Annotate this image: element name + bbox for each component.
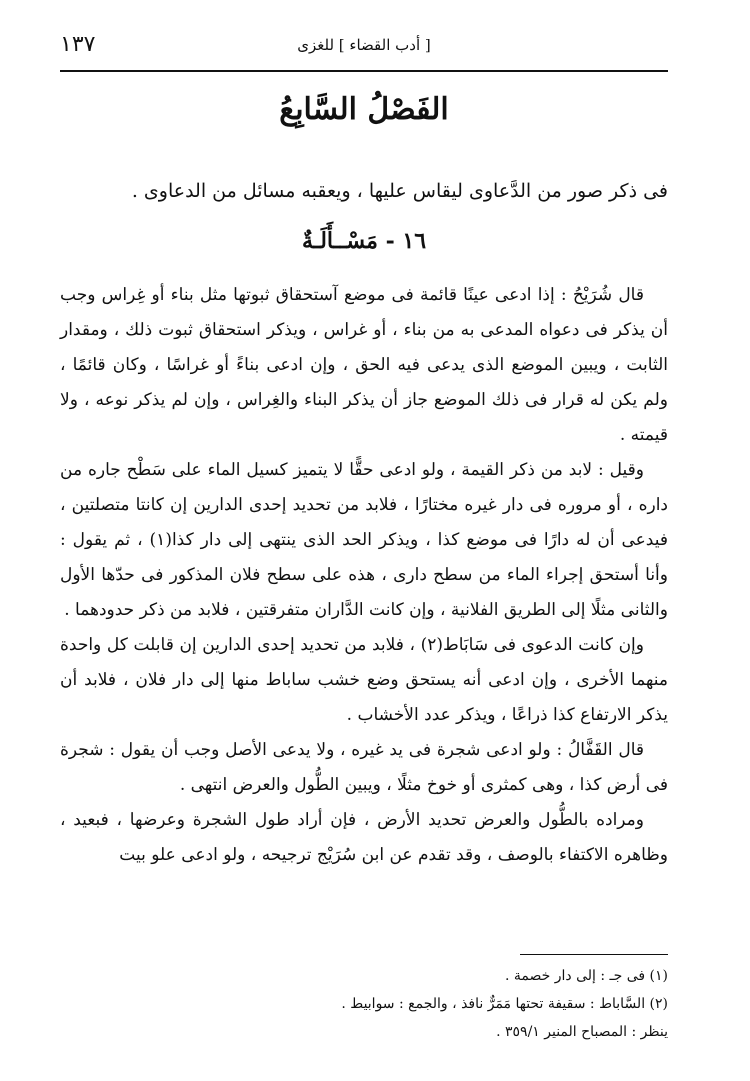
page-header (60, 32, 668, 60)
paragraph: وقيل : لابد من ذكر القيمة ، ولو ادعى حقًّا لا يتميز كسيل الماء على سَطْح جاره من داره ، أو مروره فى دار غيره مختارًا ، فلابد من تحديد إحدى الدارين إن كانتا متصلتين ، فيدعى أن له دارًا فى موضع كذا ، ويذكر الحد الذى ينتهى إلى دار كذا(١) ، ثم يقول : وأنا أستحق إجراء الماء من سطح دارى ، هذه على سطح فلان المذكور فى حدّها الأول والثانى مثلًا إلى الطريق الفلانية ، وإن كانت الدَّاران متفرقتين ، فلابد من ذكر حدودهما . (60, 460, 668, 620)
chapter-title: الفَصْلُ السَّابِعُ (279, 92, 449, 127)
paragraph: ومراده بالطُّول والعرض تحديد الأرض ، فإن أراد طول الشجرة وعرضها ، فبعيد ، وظاهره الاكتفاء بالوصف ، وقد تقدم عن ابن سُرَيْج ترجيحه ، ولو ادعى علو بيت (60, 810, 668, 865)
footnote: ينظر : المصباح المنير ٣٥٩/١ . (496, 1024, 668, 1040)
paragraph: قال شُرَيْحُ : إذا ادعى عينًا قائمة فى موضع آستحقاق ثبوتها مثل بناء أو غِراس وجب أن يذكر فى دعواه المدعى به من بناء ، أو غراس ، ويذكر استحقاق ثبوت ذلك ، ومقدار الثابت ، ويبين الموضع الذى يدعى فيه الحق ، وإن ادعى بناءً أو غراسًا ، وكان قائمًا ، ولم يكن له قرار فى ذلك الموضع جاز أن يذكر البناء والغِراس ، وإن لم يذكر نوعه ، ولا قيمته . (60, 285, 669, 445)
footnote-rule (520, 954, 668, 955)
section-heading: ١٦ - مَسْــأَلَـةٌ (301, 228, 427, 254)
footnote: (١) فى جـ : إلى دار خصمة . (504, 968, 668, 984)
running-head: [ أدب القضاء ] للغزى (297, 36, 431, 54)
paragraph: وإن كانت الدعوى فى سَابَاط(٢) ، فلابد من تحديد إحدى الدارين إن قابلت كل واحدة منهما الأخرى ، وإن ادعى أنه يستحق وضع خشب ساباط منها إلى دار فلان ، فلابد أن يذكر الارتفاع كذا ذراعًا ، ويذكر عدد الأخشاب . (60, 635, 668, 725)
chapter-subtitle: فى ذكر صور من الدَّعاوى ليقاس عليها ، ويعقبه مسائل من الدعاوى . (131, 180, 668, 202)
footnote: (٢) السَّاباط : سقيفة تحتها مَمَرٌّ نافذ ، والجمع : سوابيط . (341, 996, 668, 1012)
header-rule (60, 70, 668, 72)
body-text (60, 278, 668, 873)
paragraph: قال القَفَّالُ : ولو ادعى شجرة فى يد غيره ، ولا يدعى الأصل وجب أن يقول : شجرة فى أرض كذا ، وهى كمثرى أو خوخ مثلًا ، ويبين الطُّول والعرض انتهى . (60, 740, 668, 795)
footnotes (60, 962, 668, 1046)
page-number: ١٣٧ (60, 32, 96, 57)
